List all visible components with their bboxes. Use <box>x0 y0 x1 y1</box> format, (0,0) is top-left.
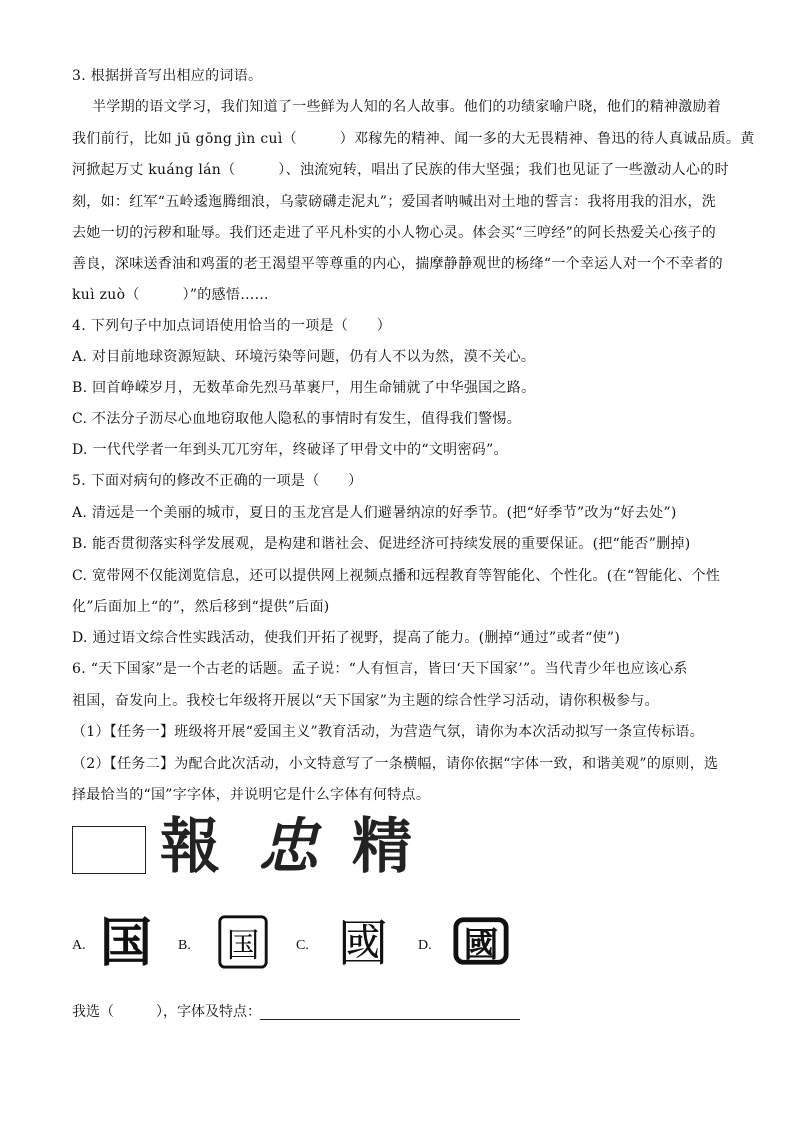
answer-blank-line[interactable] <box>260 1019 520 1020</box>
option-a-glyph[interactable] <box>97 912 155 970</box>
option-c-letter: C. <box>296 938 309 953</box>
option-d-letter: D. <box>418 938 432 953</box>
option-c-glyph[interactable] <box>334 912 392 970</box>
option-a-letter: A. <box>72 938 86 953</box>
q3-title: 3. 根据拼音写出相应的词语。 <box>72 68 263 84</box>
option-c-char: 國 <box>337 913 389 970</box>
q4-option-a: A. 对目前地球资源短缺、环境污染等问题，仍有人不以为然，漠不关心。 <box>72 349 536 365</box>
q3-line: 去她一切的污秽和耻辱。我们还走进了平凡朴实的小人物心灵。体会买“三哼经”的阿长热爱关心孩子的 <box>72 225 717 241</box>
option-a-char: 国 <box>99 912 153 970</box>
q3-line: kuì zuò（ ）”的感悟…… <box>72 287 269 303</box>
q3-line: 我们前行，比如 jū gōng jìn cuì（ ）邓稼先的精神、闻一多的大无畏精神、鲁迅的待人真诚品质。黄 <box>72 131 755 147</box>
q5-title: 5. 下面对病句的修改不正确的一项是（ ） <box>72 473 363 489</box>
q5-option-c: C. 宽带网不仅能浏览信息，还可以提供网上视频点播和远程教育等智能化、个性化。(在“智能化、个性 <box>72 568 721 584</box>
answer-prompt: 我选（ ），字体及特点： <box>72 1004 261 1020</box>
banner-blank-box[interactable] <box>72 826 146 874</box>
q6-line: 祖国，奋发向上。我校七年级将开展以“天下国家”为主题的综合性学习活动，请你积极参与。 <box>72 693 659 709</box>
q3-line: 刻，如：红军“五岭逶迤腾细浪，乌蒙磅礴走泥丸”；爱国者呐喊出对土地的誓言：我将用我的泪水，洗 <box>72 194 717 210</box>
banner-char: 忠 <box>258 812 318 882</box>
q3-line: 河掀起万丈 kuáng lán（ ）、浊流宛转，唱出了民族的伟大坚强；我们也见证了一些激动人心的时 <box>72 162 729 178</box>
q5-option-d: D. 通过语文综合性实践活动，使我们开拓了视野，提高了能力。(删掉“通过”或者“使”) <box>72 630 621 646</box>
option-b-char: 国 <box>226 925 260 965</box>
q4-option-c: C. 不法分子沥尽心血地窃取他人隐私的事情时有发生，值得我们警惕。 <box>72 411 522 427</box>
q6-line: 6. “天下国家”是一个古老的话题。孟子说：“人有恒言，皆曰‘天下国家’”。当代青少年也应该心系 <box>72 661 688 677</box>
q6-task2-cont: 择最恰当的“国”字字体，并说明它是什么字体有何特点。 <box>72 787 431 803</box>
q6-task1: （1）【任务一】班级将开展“爱国主义”教育活动，为营造气氛，请你为本次活动拟写一条宣传标语。 <box>72 724 705 740</box>
option-b-glyph[interactable] <box>214 912 272 970</box>
banner-char: 報 <box>160 812 220 882</box>
q4-option-b: B. 回首峥嵘岁月，无数革命先烈马革裹尸，用生命铺就了中华强国之路。 <box>72 380 536 396</box>
banner-char: 精 <box>352 812 412 882</box>
option-d-glyph[interactable] <box>452 912 510 970</box>
q3-line: 半学期的语文学习，我们知道了一些鲜为人知的名人故事。他们的功绩家喻户晓，他们的精神激励着 <box>92 99 722 115</box>
q6-task2: （2）【任务二】为配合此次活动，小文特意写了一条横幅，请你依据“字体一致，和谐美观”的原则，选 <box>72 756 719 772</box>
q4-option-d: D. 一代代学者一年到头兀兀穷年，终破译了甲骨文中的“文明密码”。 <box>72 442 508 458</box>
q3-line: 善良，深味送香油和鸡蛋的老王渴望平等尊重的内心，揣摩静静观世的杨绛“一个幸运人对一个不幸者的 <box>72 256 723 272</box>
q5-option-a: A. 清远是一个美丽的城市，夏日的玉龙宫是人们避暑纳凉的好季节。(把“好季节”改为“好去处”) <box>72 505 677 521</box>
q5-option-c-cont: 化”后面加上“的”，然后移到“提供”后面) <box>72 599 330 615</box>
option-d-char: 國 <box>463 925 499 966</box>
option-b-letter: B. <box>178 938 191 953</box>
q4-title: 4. 下列句子中加点词语使用恰当的一项是（ ） <box>72 318 392 334</box>
q5-option-b: B. 能否贯彻落实科学发展观，是构建和谐社会、促进经济可持续发展的重要保证。(把“能否”删掉) <box>72 536 691 552</box>
